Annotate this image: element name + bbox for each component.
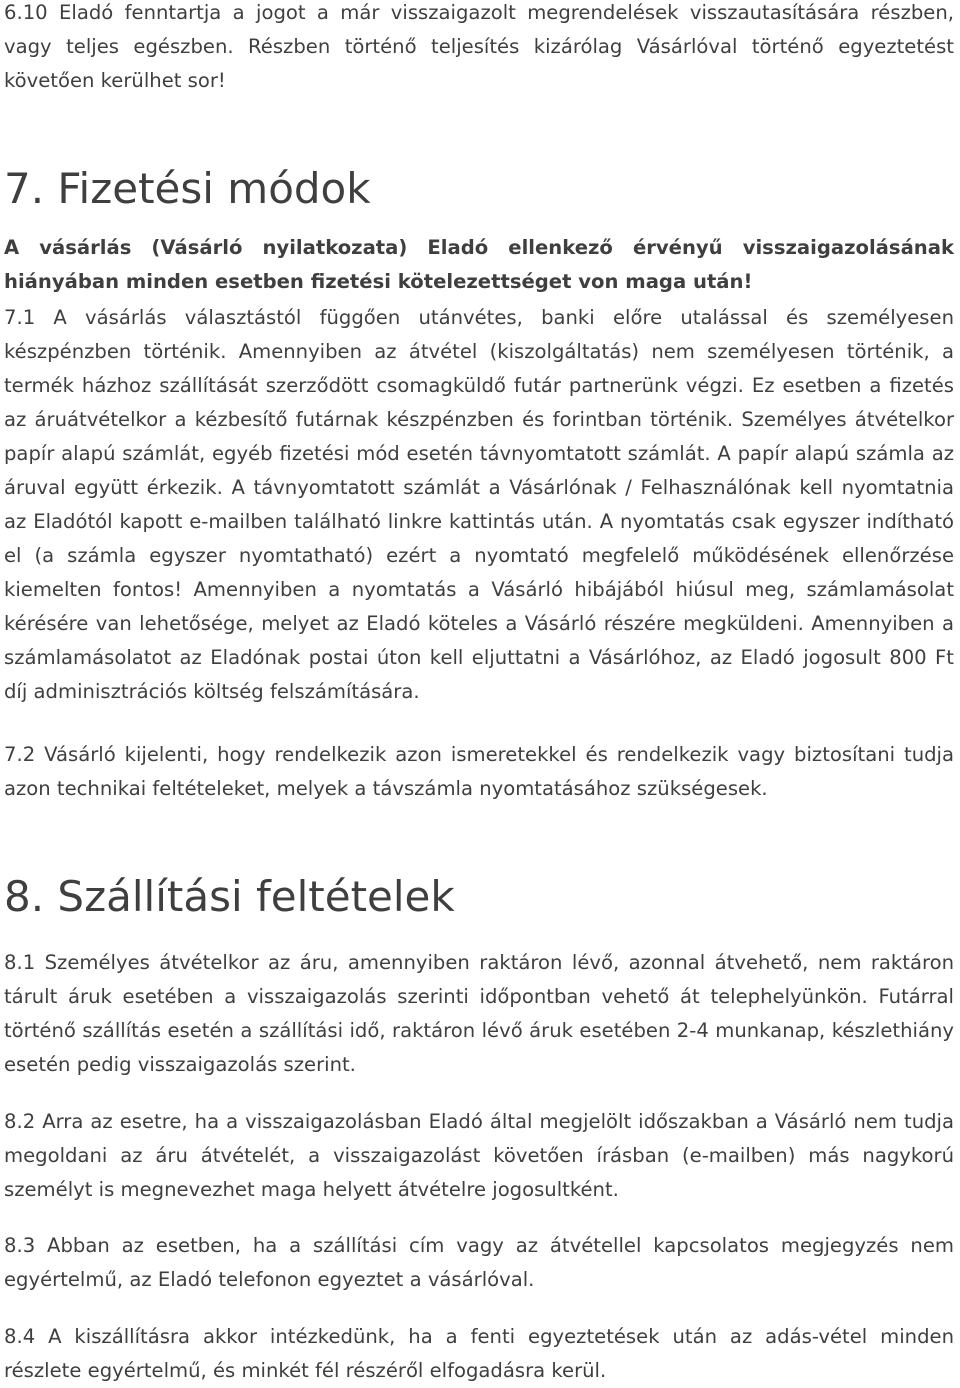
paragraph-6-10: 6.10 Eladó fenntartja a jogot a már visszaigazolt megrendelések visszautasítására részben, vagy teljes egészben. Részben történő teljesítés kizárólag Vásárlóval történő egyeztetést követően kerülhet sor! <box>4 1 954 92</box>
paragraph-8-3: 8.3 Abban az esetben, ha a szállítási cím vagy az átvétellel kapcsolatos megjegyzés nem egyértelmű, az Eladó telefonon egyeztet a vásárlóval. <box>4 1234 954 1291</box>
paragraph-7-2: 7.2 Vásárló kijelenti, hogy rendelkezik azon ismeretekkel és rendelkezik vagy biztosítani tudja azon technikai feltételeket, melyek a távszámla nyomtatásához szükségesek. <box>4 743 954 800</box>
section-heading-shipping-terms: 8. Szállítási feltételek <box>4 872 455 921</box>
paragraph-8-4: 8.4 A kiszállításra akkor intézkedünk, ha a fenti egyeztetések után az adás-vétel minden részlete egyértelmű, és minkét fél részéről elfogadásra kerül. <box>4 1325 954 1382</box>
paragraph-8-2: 8.2 Arra az esetre, ha a visszaigazolásban Eladó által megjelölt időszakban a Vásárló nem tudja megoldani az áru átvételét, a visszaigazolást követően írásban (e-mailben) más nagykorú személyt is megnevezhet maga helyett átvételre jogosultként. <box>4 1110 954 1201</box>
paragraph-8-1: 8.1 Személyes átvételkor az áru, amennyiben raktáron lévő, azonnal átvehető, nem raktáron tárult áruk esetében a visszaigazolás szerinti időpontban vehető át telephelyünkön. Futárral történő szállítás esetén a szállítási idő, raktáron lévő áruk esetében 2-4 munkanap, készlethiány esetén pedig visszaigazolás szerint. <box>4 951 954 1076</box>
section-heading-payment-methods: 7. Fizetési módok <box>4 164 371 213</box>
paragraph-payment-obligation-notice: A vásárlás (Vásárló nyilatkozata) Eladó ellenkező érvényű visszaigazolásának hiányában minden esetben fizetési kötelezettséget von maga után! <box>4 236 954 293</box>
paragraph-7-1: 7.1 A vásárlás választástól függően utánvétes, banki előre utalással és személyesen készpénzben történik. Amennyiben az átvétel (kiszolgáltatás) nem személyesen történik, a termék házhoz szállítását szerződött csomagküldő futár partnerünk végzi. Ez esetben a fizetés az áruátvételkor a kézbesítő futárnak készpénzben és forintban történik. Személyes átvételkor papír alapú számlát, egyéb fizetési mód esetén távnyomtatott számlát. A papír alapú számla az áruval együtt érkezik. A távnyomtatott számlát a Vásárlónak / Felhasználónak kell nyomtatnia az Eladótól kapott e-mailben található linkre kattintás után. A nyomtatás csak egyszer indítható el (a számla egyszer nyomtatható) ezért a nyomtató megfelelő működésének ellenőrzése kiemelten fontos! Amennyiben a nyomtatás a Vásárló hibájából hiúsul meg, számlamásolat kérésére van lehetősége, melyet az Eladó köteles a Vásárló részére megküldeni. Amennyiben a számlamásolatot az Eladónak postai úton kell eljuttatni a Vásárlóhoz, az Eladó jogosult 800 Ft díj adminisztrációs költség felszámítására. <box>4 306 954 703</box>
